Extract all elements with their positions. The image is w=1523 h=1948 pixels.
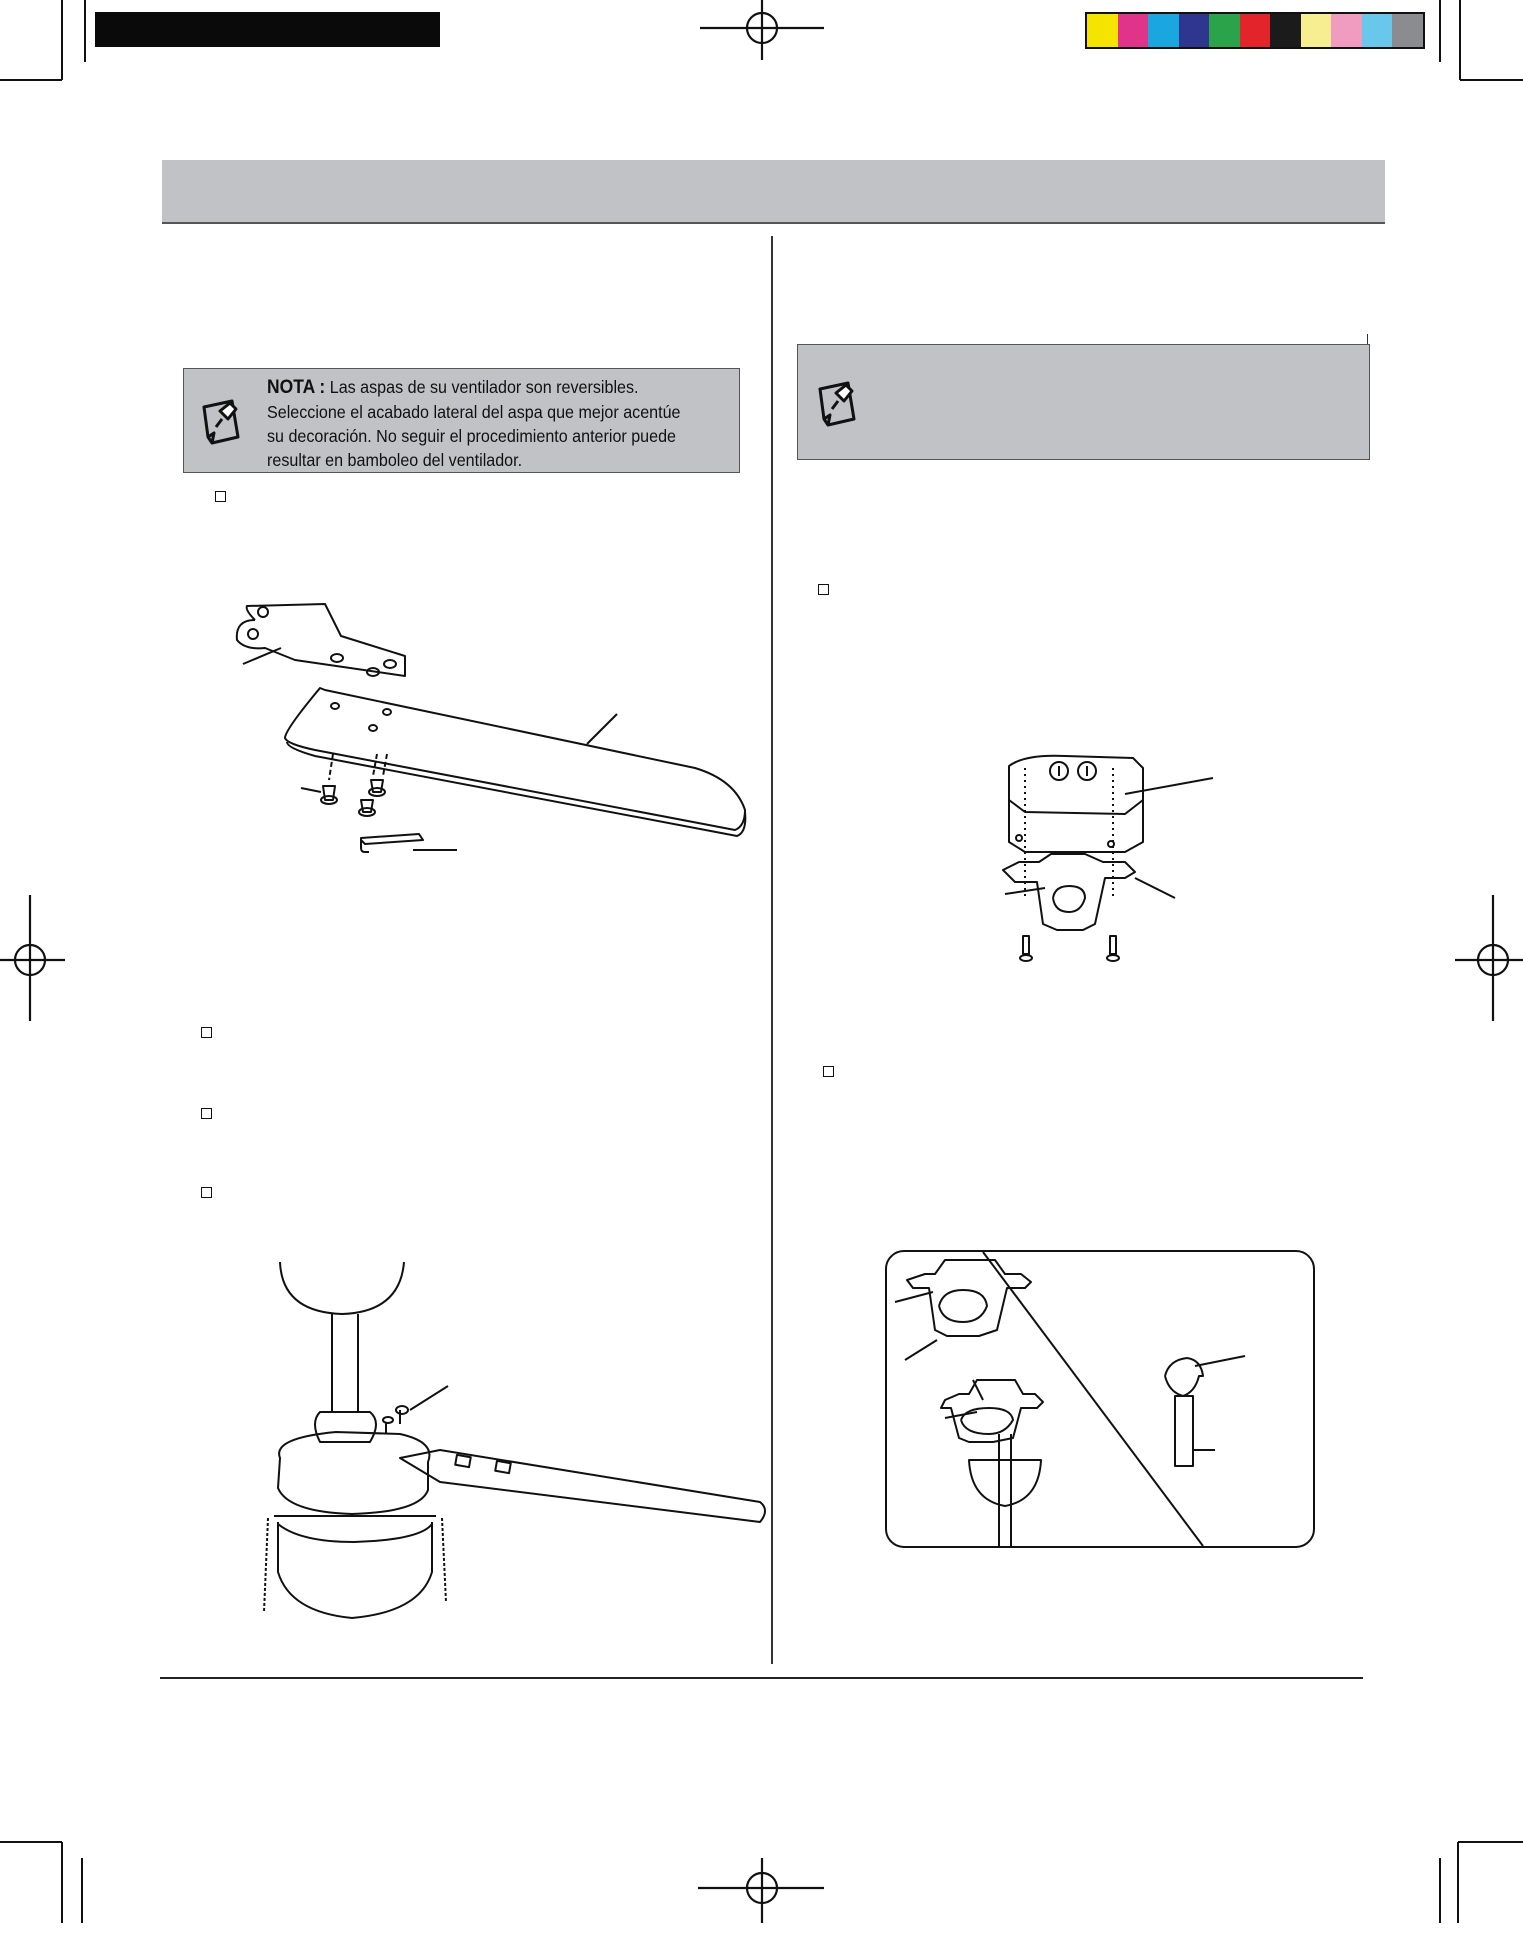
fan-motor-blade-illustration <box>260 1262 780 1642</box>
section-header-band <box>162 160 1385 224</box>
crosshair-registration-icon <box>0 895 70 1025</box>
pushpin-note-icon <box>814 375 864 431</box>
mounting-bracket-illustration <box>985 748 1235 968</box>
pushpin-note-icon <box>198 393 248 449</box>
checkbox-icon[interactable] <box>823 1066 834 1077</box>
note-line-2: Seleccione el acabado lateral del aspa que mejor acentúe <box>267 402 681 422</box>
note-box-right <box>797 344 1370 460</box>
crosshair-registration-icon <box>700 0 820 80</box>
note-line-1: Las aspas de su ventilador son reversibles. <box>329 377 639 397</box>
checkbox-icon[interactable] <box>818 584 829 595</box>
checkbox-icon[interactable] <box>215 491 226 502</box>
checkbox-icon[interactable] <box>201 1108 212 1119</box>
note-box-left <box>183 368 740 473</box>
downrod-ball-illustration <box>885 1250 1317 1550</box>
footer-rule <box>160 1677 1363 1679</box>
crosshair-registration-icon <box>698 1858 828 1948</box>
blade-arm-illustration <box>225 590 785 880</box>
crosshair-registration-icon <box>1455 895 1523 1025</box>
note-line-3: su decoración. No seguir el procedimiento anterior puede <box>267 426 677 446</box>
checkbox-icon[interactable] <box>201 1187 212 1198</box>
note-line-4: resultar en bamboleo del ventilador. <box>267 450 523 470</box>
checkbox-icon[interactable] <box>201 1027 212 1038</box>
note-text-left <box>267 375 695 472</box>
note-lead: NOTA : <box>267 377 326 398</box>
